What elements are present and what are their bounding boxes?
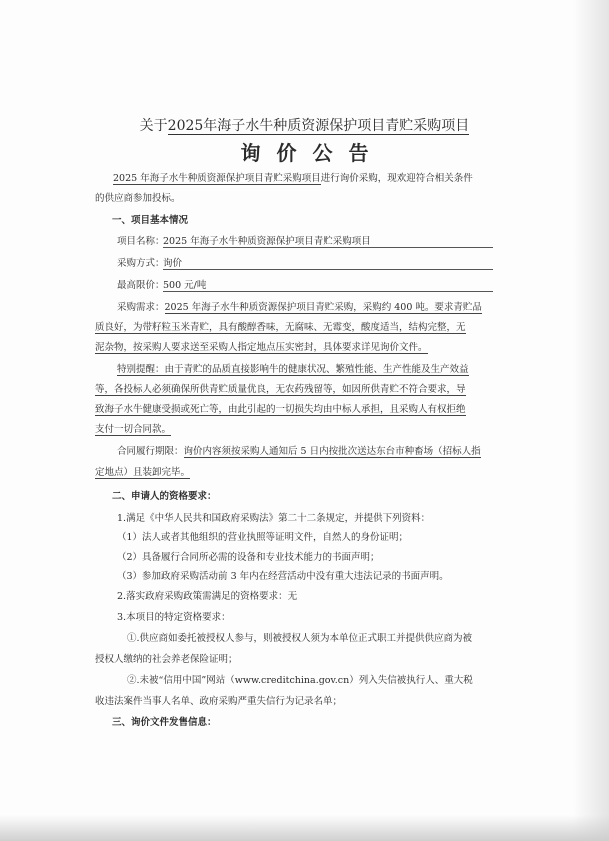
qualification-3-1-line-2: 授权人缴纳的社会养老保险证明； bbox=[95, 654, 238, 665]
project-name-label: 项目名称： bbox=[117, 236, 165, 247]
period-label: 合同履行期限： bbox=[117, 446, 184, 457]
qualification-1-3: （3）参加政府采购活动前 3 年内在经营活动中没有重大违法记录的书面声明。 bbox=[117, 571, 449, 582]
method-label: 采购方式： bbox=[117, 258, 165, 269]
notice-label: 特别提醒： bbox=[117, 364, 165, 375]
notice-line-1 bbox=[117, 363, 469, 376]
document-title bbox=[0, 115, 609, 135]
notice-line-2: 等，各投标人必须确保所供青贮质量优良，无农药残留等，如因所供青贮不符合要求，导 bbox=[95, 384, 466, 395]
document-subtitle: 询价公告 bbox=[240, 141, 385, 165]
title-main: 2025年海子水牛种质资源保护项目青贮采购项目 bbox=[167, 118, 470, 134]
requirement-text-1: 2025 年海子水牛种质资源保护项目青贮采购，采购约 400 吨。要求青贮品 bbox=[164, 302, 482, 313]
project-name-underline bbox=[163, 247, 493, 248]
price-label: 最高限价： bbox=[117, 280, 165, 291]
intro-project-name: 2025 年海子水牛种质资源保护项目青贮采购项目 bbox=[113, 173, 321, 184]
price-underline bbox=[163, 291, 493, 292]
requirement-label: 采购需求： bbox=[117, 302, 165, 313]
qualification-3-2-line-2: 收违法案件当事人名单、政府采购严重失信行为记录名单； bbox=[95, 696, 343, 707]
notice-text-1: 由于青贮的品质直接影响牛的健康状况、繁殖性能、生产性能及生产效益 bbox=[164, 364, 469, 375]
page-bottom-shadow bbox=[0, 815, 609, 841]
section-2-heading: 二、申请人的资格要求： bbox=[112, 491, 217, 502]
section-3-heading: 三、询价文件发售信息： bbox=[112, 717, 217, 728]
qualification-1: 1.满足《中华人民共和国政府采购法》第二十二条规定，并提供下列资料： bbox=[117, 513, 431, 524]
period-line-2: 定地点）且装卸完毕。 bbox=[95, 467, 191, 478]
method-value: 询价 bbox=[163, 258, 183, 269]
period-line-1 bbox=[117, 445, 481, 458]
qualification-3: 3.本项目的特定资格要求： bbox=[117, 612, 231, 623]
method-underline bbox=[163, 269, 493, 270]
project-name-value: 2025 年海子水牛种质资源保护项目青贮采购项目 bbox=[163, 236, 371, 247]
intro-text: 进行询价采购，现欢迎符合相关条件 bbox=[320, 173, 473, 184]
requirement-line-1 bbox=[117, 301, 482, 314]
notice-line-3: 致海子水牛健康受损或死亡等，由此引起的一切损失均由中标人承担，且采购人有权拒绝 bbox=[95, 404, 466, 415]
intro-line-1 bbox=[113, 172, 473, 185]
section-1-heading: 一、项目基本情况 bbox=[112, 215, 189, 226]
notice-line-4: 支付一切合同款。 bbox=[95, 424, 172, 435]
intro-line-2: 的供应商参加投标。 bbox=[95, 193, 181, 204]
qualification-3-2-line-1: ②.未被“信用中国”网站（www.creditchina.gov.cn）列入失信被执行人、重大税 bbox=[127, 675, 473, 686]
title-prefix: 关于 bbox=[139, 118, 168, 134]
qualification-2: 2.落实政府采购政策需满足的资格要求：无 bbox=[117, 591, 298, 602]
period-text-1: 询价内容须按采购人通知后 5 日内按批次送达东台市种畜场（招标人指 bbox=[183, 446, 481, 457]
qualification-3-1-line-1: ①.供应商如委托被授权人参与，则被授权人须为本单位正式职工并提供供应商为被 bbox=[127, 633, 473, 644]
requirement-line-2: 质良好，为带籽粒玉米青贮，具有酸醇香味，无腐味、无霉变，酸度适当，结构完整，无 bbox=[95, 322, 466, 333]
requirement-line-3: 泥杂物，按采购人要求送至采购人指定地点压实密封，具体要求详见询价文件。 bbox=[95, 342, 428, 353]
qualification-1-1: （1）法人或者其他组织的营业执照等证明文件，自然人的身份证明； bbox=[117, 532, 409, 543]
page-edge-shadow bbox=[573, 0, 609, 841]
price-value: 500 元/吨 bbox=[163, 280, 207, 291]
qualification-1-2: （2）具备履行合同所必需的设备和专业技术能力的书面声明； bbox=[117, 552, 380, 563]
